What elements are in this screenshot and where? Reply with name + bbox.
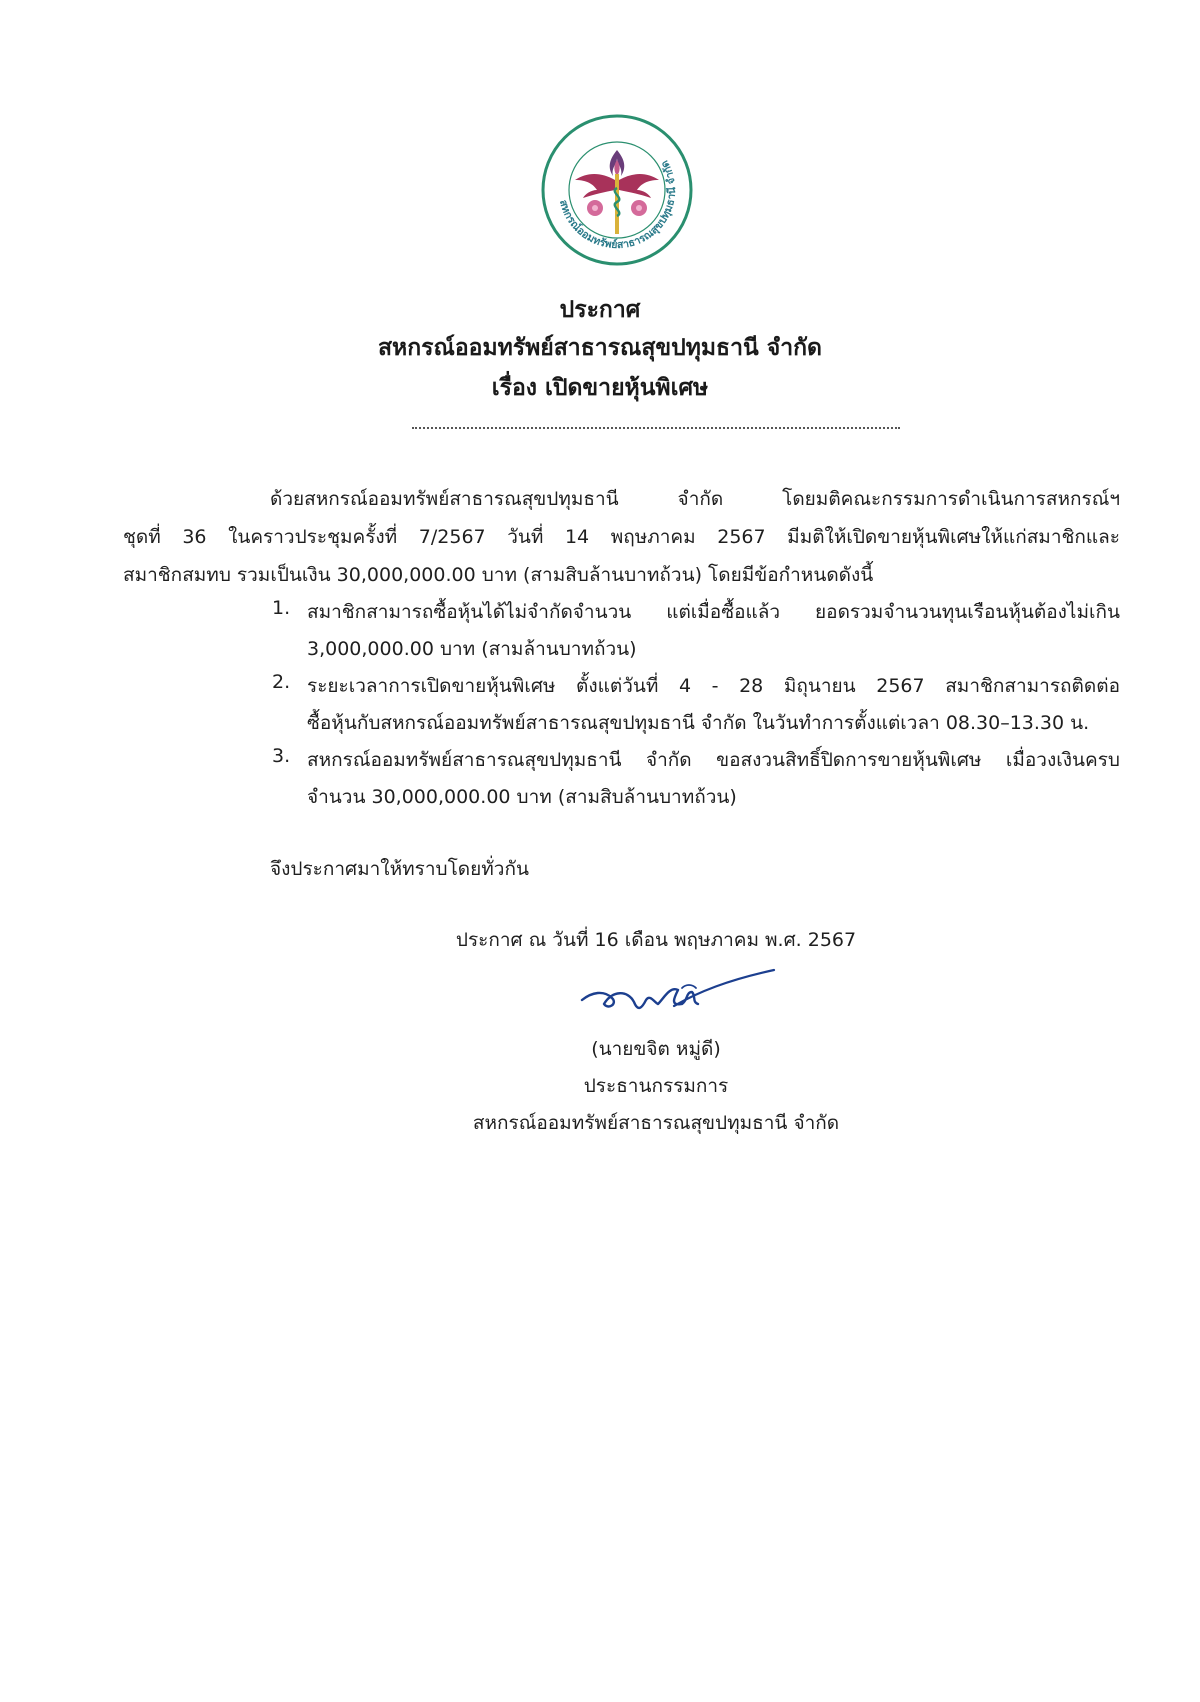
item-3-line-2: จำนวน 30,000,000.00 บาท (สามสิบล้านบาทถ้วน) bbox=[307, 786, 737, 808]
organization-name: สหกรณ์ออมทรัพย์สาธารณสุขปทุมธานี จำกัด bbox=[378, 335, 822, 361]
signature-icon bbox=[578, 962, 778, 1032]
seal-ring-text: สหกรณ์ออมทรัพย์สาธารณสุขปทุมธานี จำกัด bbox=[557, 158, 679, 252]
item-2-line-1: ระยะเวลาการเปิดขายหุ้นพิเศษ ตั้งแต่วันที่ 4 - 28 มิถุนายน 2567 สมาชิกสามารถติดต่อ bbox=[307, 675, 1120, 697]
announcement-heading: ประกาศ bbox=[559, 297, 641, 323]
closing-statement: จึงประกาศมาให้ทราบโดยทั่วกัน bbox=[270, 858, 529, 880]
cooperative-seal-logo bbox=[537, 110, 697, 270]
item-number: 3. bbox=[272, 745, 291, 767]
intro-line-2: ชุดที่ 36 ในคราวประชุมครั้งที่ 7/2567 วันที่ 14 พฤษภาคม 2567 มีมติให้เปิดขายหุ้นพิเศษให้แก่สมาชิกและ bbox=[123, 526, 1120, 548]
announcement-subject: เรื่อง เปิดขายหุ้นพิเศษ bbox=[491, 375, 709, 401]
handwritten-signature bbox=[578, 962, 778, 1032]
signer-title: ประธานกรรมการ bbox=[583, 1075, 729, 1097]
item-2-line-2: ซื้อหุ้นกับสหกรณ์ออมทรัพย์สาธารณสุขปทุมธานี จำกัด ในวันทำการตั้งแต่เวลา 08.30–13.30 น. bbox=[307, 712, 1090, 734]
signer-name: (นายขจิต หมู่ดี) bbox=[591, 1038, 721, 1060]
item-1-line-2: 3,000,000.00 บาท (สามล้านบาทถ้วน) bbox=[307, 638, 637, 660]
intro-line-3: สมาชิกสมทบ รวมเป็นเงิน 30,000,000.00 บาท (สามสิบล้านบาทถ้วน) โดยมีข้อกำหนดดังนี้ bbox=[123, 564, 874, 586]
header-divider bbox=[412, 427, 900, 429]
item-number: 1. bbox=[272, 597, 291, 619]
item-number: 2. bbox=[272, 671, 291, 693]
intro-line-1: ด้วยสหกรณ์ออมทรัพย์สาธารณสุขปทุมธานี จำกัด โดยมติคณะกรรมการดำเนินการสหกรณ์ฯ bbox=[270, 488, 1120, 510]
seal-emblem-icon bbox=[537, 110, 697, 270]
item-3-line-1: สหกรณ์ออมทรัพย์สาธารณสุขปทุมธานี จำกัด ขอสงวนสิทธิ์ปิดการขายหุ้นพิเศษ เมื่อวงเงินครบ bbox=[307, 749, 1120, 771]
item-1-line-1: สมาชิกสามารถซื้อหุ้นได้ไม่จำกัดจำนวน แต่เมื่อซื้อแล้ว ยอดรวมจำนวนทุนเรือนหุ้นต้องไม่เกิน bbox=[307, 601, 1120, 623]
signer-organization: สหกรณ์ออมทรัพย์สาธารณสุขปทุมธานี จำกัด bbox=[472, 1112, 840, 1134]
announcement-date: ประกาศ ณ วันที่ 16 เดือน พฤษภาคม พ.ศ. 2567 bbox=[455, 929, 857, 951]
